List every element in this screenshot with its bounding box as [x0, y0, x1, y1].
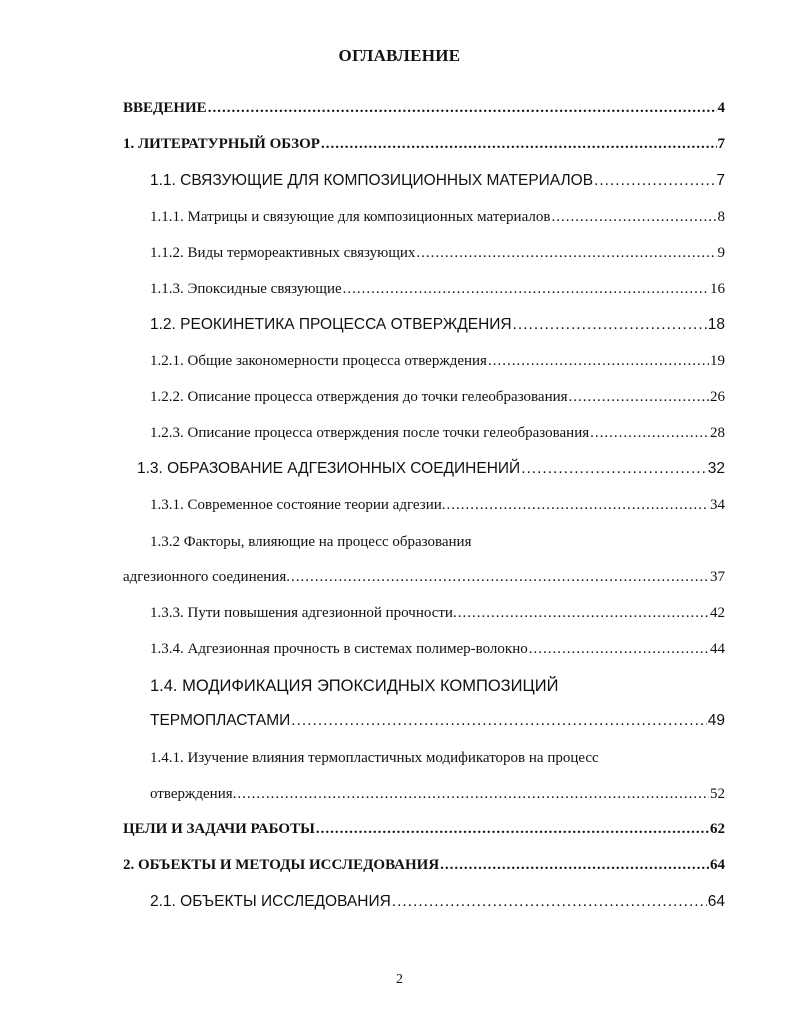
toc-entry-text-continued: ТЕРМОПЛАСТАМИ [150, 712, 291, 729]
leader-dots [237, 783, 709, 805]
leader-dots [343, 278, 709, 300]
toc-entry [150, 314, 725, 336]
toc-entry-page: 18 [707, 316, 725, 333]
toc-entry [123, 818, 725, 840]
toc-entry-text: 1.3.2 Факторы, влияющие на процесс образования [150, 534, 472, 550]
toc-entry [150, 278, 725, 300]
toc-entry [123, 566, 725, 588]
leader-dots [521, 458, 707, 480]
toc-entry [150, 422, 725, 444]
leader-dots [416, 242, 716, 264]
toc-entry-text: 1.2.1. Общие закономерности процесса отверждения [150, 353, 487, 369]
toc-entry-text: 1.3.1. Современное состояние теории адгезии. [150, 497, 446, 513]
toc-entry-text: 1. ЛИТЕРАТУРНЫЙ ОБЗОР [123, 136, 320, 152]
toc-entry-text: 1.1.2. Виды термореактивных связующих [150, 245, 416, 261]
toc-entry-text: 2.1. ОБЪЕКТЫ ИССЛЕДОВАНИЯ [150, 893, 391, 910]
page-number: 2 [396, 972, 403, 987]
toc-entry-text: 1.3. ОБРАЗОВАНИЕ АДГЕЗИОННЫХ СОЕДИНЕНИЙ [137, 460, 521, 477]
toc-entry [150, 891, 725, 913]
toc-entry-page: 19 [710, 353, 725, 369]
toc-entry-text: 1.2. РЕОКИНЕТИКА ПРОЦЕССА ОТВЕРЖДЕНИЯ [150, 316, 512, 333]
toc-entry-text: 1.1.1. Матрицы и связующие для композиционных материалов [150, 209, 551, 225]
toc-entry-text: 1.1.3. Эпоксидные связующие [150, 281, 342, 297]
leader-dots [321, 133, 717, 155]
toc-entry [150, 350, 725, 372]
toc-entry-text: 1.2.3. Описание процесса отверждения после точки гелеобразования [150, 425, 590, 441]
toc-entry [150, 242, 725, 264]
toc-entry-text: ВВЕДЕНИЕ [123, 100, 207, 116]
toc-entry-text-continued: отверждения. [150, 786, 237, 802]
toc-entry-text-continued: адгезионного соединения. [123, 569, 290, 585]
toc-entry-page: 26 [710, 389, 725, 405]
toc-entry-page: 34 [710, 497, 725, 513]
leader-dots [513, 314, 707, 336]
leader-dots [316, 818, 709, 840]
toc-entry-page: 28 [710, 425, 725, 441]
toc-entry-text: 1.1. СВЯЗУЮЩИЕ ДЛЯ КОМПОЗИЦИОННЫХ МАТЕРИАЛОВ [150, 172, 594, 189]
leader-dots [551, 206, 716, 228]
leader-dots [291, 566, 709, 588]
toc-entry [150, 783, 725, 805]
leader-dots [590, 422, 709, 444]
toc-entry-text: 1.2.2. Описание процесса отверждения до точки гелеобразования [150, 389, 568, 405]
leader-dots [291, 710, 706, 732]
leader-dots [594, 170, 715, 192]
toc-entry [123, 854, 725, 876]
toc-entry [150, 638, 725, 660]
toc-entry [123, 97, 725, 119]
toc-entry-page: 4 [717, 100, 725, 116]
toc-entry [123, 133, 725, 155]
toc-entry-page: 7 [717, 136, 725, 152]
toc-entry-text: 1.4.1. Изучение влияния термопластичных модификаторов на процесс [150, 750, 599, 766]
toc-entry [150, 602, 725, 624]
toc-entry-page: 42 [710, 605, 725, 621]
toc-entry-page: 16 [710, 281, 725, 297]
toc-entry-text: ЦЕЛИ И ЗАДАЧИ РАБОТЫ [123, 821, 315, 837]
toc-entry [150, 170, 725, 192]
toc-entry-text: 1.3.3. Пути повышения адгезионной прочности. [150, 605, 457, 621]
leader-dots [529, 638, 709, 660]
toc-entry-page: 9 [717, 245, 725, 261]
toc-entry-page: 8 [717, 209, 725, 225]
leader-dots [569, 386, 709, 408]
toc-entry-text: 1.4. МОДИФИКАЦИЯ ЭПОКСИДНЫХ КОМПОЗИЦИЙ [150, 677, 559, 695]
toc-entry-page: 62 [710, 821, 725, 837]
toc-entry [137, 458, 725, 480]
toc-entry [150, 206, 725, 228]
toc-entry-page: 44 [710, 641, 725, 657]
toc-entry-page: 64 [707, 893, 725, 910]
toc-entry-page: 52 [710, 786, 725, 802]
toc-entry-page: 64 [710, 857, 725, 873]
toc-entry-page: 37 [710, 569, 725, 585]
leader-dots [440, 854, 709, 876]
toc-entry-text: 1.3.4. Адгезионная прочность в системах полимер-волокно [150, 641, 528, 657]
toc-entry [150, 710, 725, 732]
toc-entry-text: 2. ОБЪЕКТЫ И МЕТОДЫ ИССЛЕДОВАНИЯ [123, 857, 440, 873]
toc-entry-page: 7 [716, 172, 725, 189]
leader-dots [488, 350, 709, 372]
toc-entry [150, 386, 725, 408]
toc-entry-page: 32 [707, 460, 725, 477]
toc-entry-page: 49 [707, 712, 725, 729]
leader-dots [392, 891, 707, 913]
toc-entry [150, 494, 725, 516]
leader-dots [208, 97, 717, 119]
leader-dots [458, 602, 709, 624]
leader-dots [447, 494, 710, 516]
page-title: ОГЛАВЛЕНИЕ [338, 46, 461, 65]
